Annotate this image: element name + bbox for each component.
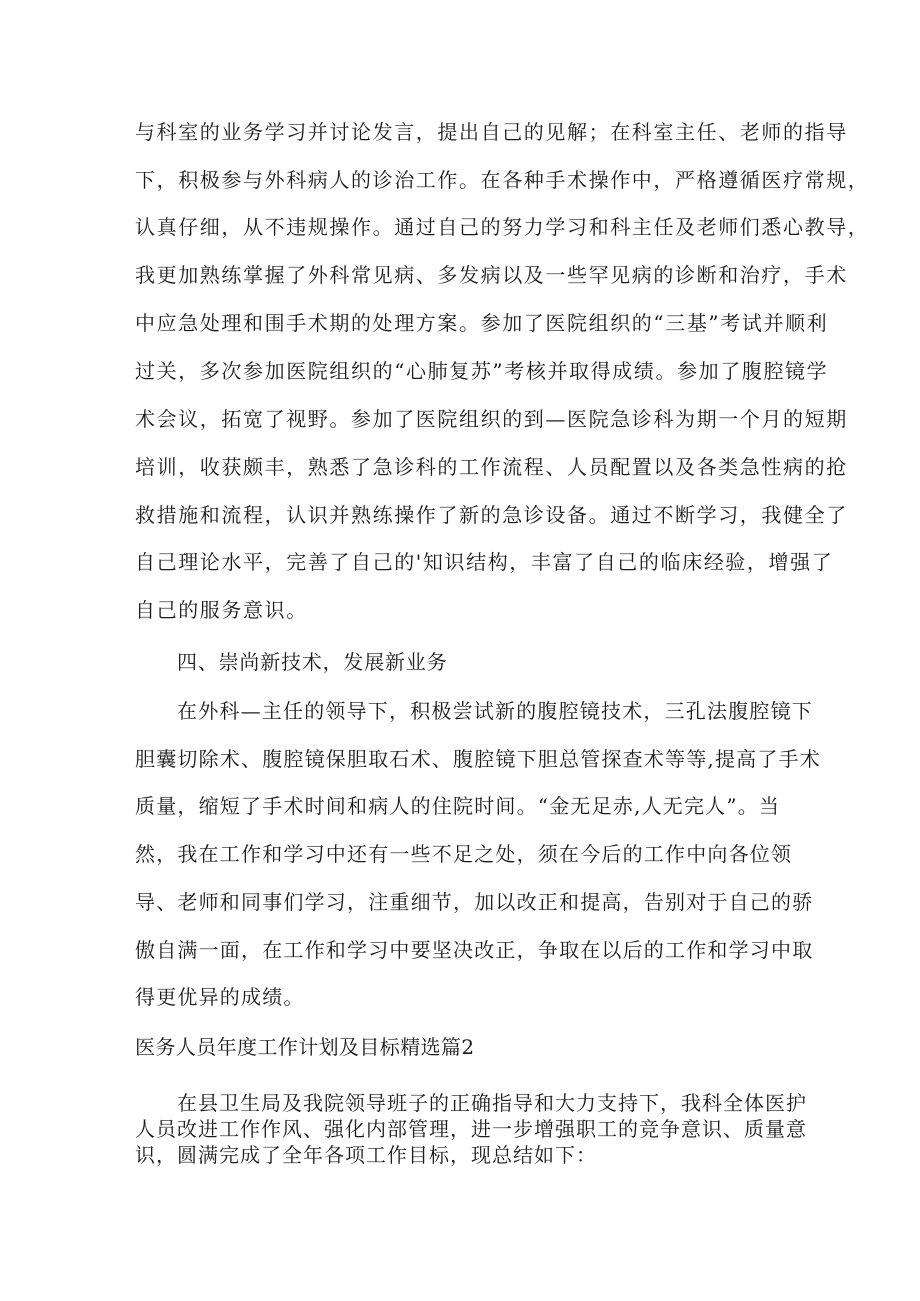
text-line: 培训，收获颇丰，熟悉了急诊科的工作流程、人员配置以及各类急性病的抢: [135, 455, 848, 479]
text-line: 质量，缩短了手术时间和病人的住院时间。“金无足赤,人无完人”。当: [135, 794, 781, 818]
text-line: 自己的服务意识。: [135, 598, 308, 622]
article-title: 医务人员年度工作计划及目标精选篇2: [135, 1035, 475, 1059]
text-line: 在外科—主任的领导下，积极尝试新的腹腔镜技术，三孔法腹腔镜下: [177, 699, 813, 723]
text-line: 胆囊切除术、腹腔镜保胆取石术、腹腔镜下胆总管探查术等等,提高了手术: [135, 747, 821, 771]
text-line: 得更优异的成绩。: [135, 985, 305, 1009]
text-line: 人员改进工作作风、强化内部管理，进一步增强职工的竞争意识、质量意: [135, 1117, 807, 1141]
text-line: 然，我在工作和学习中还有一些不足之处，须在今后的工作中向各位领: [135, 842, 793, 866]
text-line: 在县卫生局及我院领导班子的正确指导和大力支持下，我科全体医护: [177, 1091, 807, 1115]
text-line: 过关，多次参加医院组织的“心肺复苏”考核并取得成绩。参加了腹腔镜学: [135, 359, 829, 383]
text-line: 下，积极参与外科病人的诊治工作。在各种手术操作中，严格遵循医疗常规，: [135, 168, 870, 192]
text-line: 我更加熟练掌握了外科常见病、多发病以及一些罕见病的诊断和治疗，手术: [135, 263, 848, 287]
text-line: 导、老师和同事们学习，注重细节，加以改正和提高，告别对于自己的骄: [135, 890, 814, 914]
text-line: 与科室的业务学习并讨论发言，提出自己的见解；在科室主任、老师的指导: [135, 120, 848, 144]
text-line: 中应急处理和围手术期的处理方案。参加了医院组织的“三基”考试并顺利: [135, 311, 829, 335]
text-line: 术会议，拓宽了视野。参加了医院组织的到—医院急诊科为期一个月的短期: [135, 407, 848, 431]
text-line: 认真仔细，从不违规操作。通过自己的努力学习和科主任及老师们悉心教导，: [135, 215, 870, 239]
text-line: 自己理论水平，完善了自己的'知识结构，丰富了自己的临床经验，增强了: [135, 550, 834, 574]
text-line: 傲自满一面，在工作和学习中要坚决改正，争取在以后的工作和学习中取: [135, 938, 814, 962]
text-line: 识，圆满完成了全年各项工作目标，现总结如下：: [135, 1143, 597, 1167]
section-heading: 四、崇尚新技术，发展新业务: [177, 650, 448, 674]
text-line: 救措施和流程，认识并熟练操作了新的急诊设备。通过不断学习，我健全了: [135, 503, 848, 527]
